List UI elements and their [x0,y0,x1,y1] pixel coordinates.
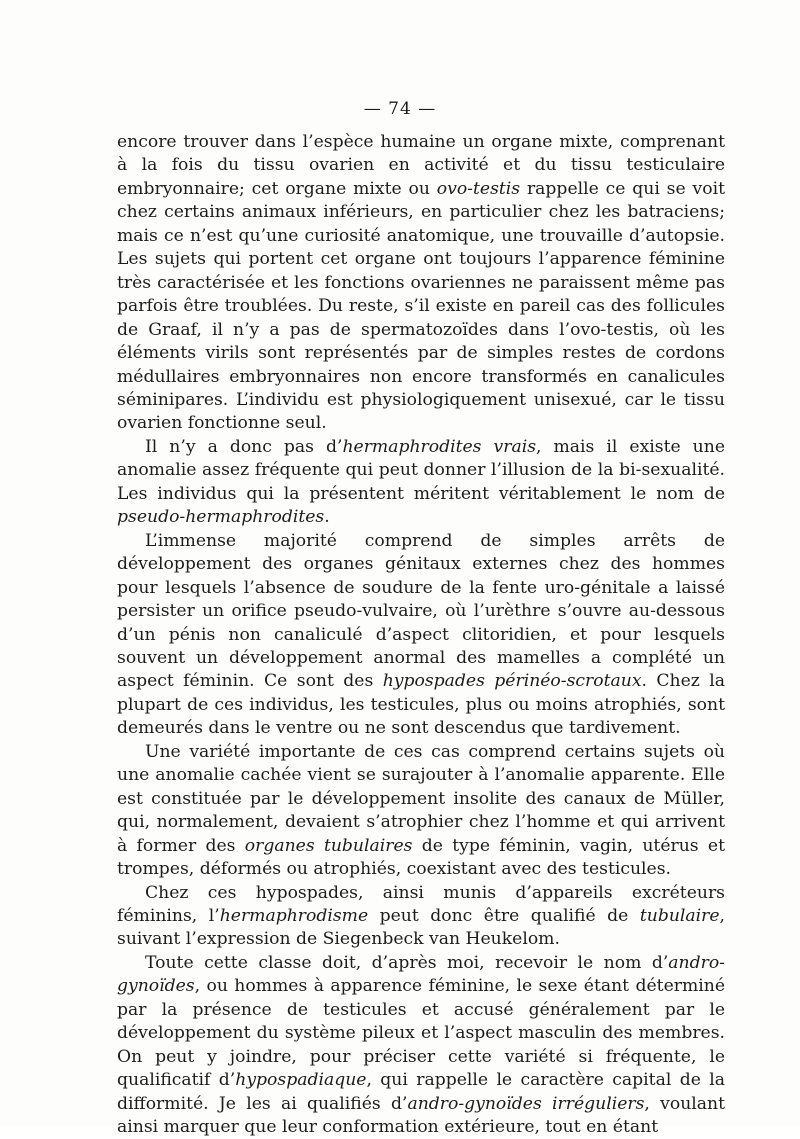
text-run: de type féminin, vagin, utérus et trompes, déformés ou atrophiés, coexistant avec des testicules. [117,835,725,880]
text-run: encore trouver dans l’espèce humaine un organe mixte, comprenant à la fois du tissu ovarien en activité et du tissu testiculaire embryonnaire; cet organe mixte ou [117,132,725,199]
italic-term: hermaphrodisme [219,905,369,926]
text-run: , mais il existe une anomalie assez fréquente qui peut donner l’illusion de la bi-sexualité. Les individus qui la présentent méritent véritablement le nom de [117,436,725,504]
text-run: , qui rappelle le caractère capital de la difformité. Je les ai qualifiés d’ [117,1070,725,1114]
paragraph [117,952,725,1139]
paragraph [117,882,725,952]
text-run: Toute cette classe doit, d’après moi, recevoir le nom d’ [145,952,669,973]
text-run: Une variété importante de ces cas comprend certains sujets où une anomalie cachée vient se surajouter à l’anomalie apparente. Elle est constituée par le développement insolite des canaux de Müller, qui, normalement, devaient s’atrophier chez l’homme et qui arrivent à former des [117,741,725,856]
italic-term: tubulaire [639,905,720,926]
text-run: , voulant ainsi marquer que leur conformation extérieure, tout en étant [117,1093,725,1138]
italic-term: hypospadiaque [235,1070,367,1091]
paragraph [117,131,725,436]
page-number: — 74 — [363,99,437,119]
italic-term: organes tubulaires [244,835,413,856]
paragraph [117,741,725,882]
italic-term: ovo-testis [436,178,521,199]
italic-term: andro-gynoïdes [117,952,725,997]
text-run: rappelle ce qui se voit chez certains animaux inférieurs, en particulier chez les batraciens; mais ce n’est qu’une curiosité anatomique, une trouvaille d’autopsie. Les sujets qui portent cet organe ont toujours l’apparence féminine très caractérisée et les fonctions ovariennes ne paraissent même pas parfois être troublées. Du reste, s’il existe en pareil cas des follicules de Graaf, il n’y a pas de spermatozoïdes dans l’ovo-testis, où les éléments virils sont représentés par de simples restes de cordons médullaires embryonnaires non encore transformés en canalicules séminipares. L’individu est physiologiquement unisexué, car le tissu ovarien fonctionne seul. [117,178,725,434]
paragraph [117,436,725,530]
text-run: Il n’y a donc pas d’ [145,436,343,457]
body-text [117,131,725,1139]
text-run: , suivant l’expression de Siegenbeck van Heukelom. [117,905,725,950]
text-run: . Chez la plupart de ces individus, les testicules, plus ou moins atrophiés, sont demeurés dans le ventre ou ne sont descendus que tardivement. [117,671,725,739]
italic-term: hermaphrodites vrais [342,436,537,457]
text-run: peut donc être qualifié de [368,905,640,926]
text-run: . [324,507,330,528]
paragraph [117,530,725,741]
italic-term: hypospades périnéo-scrotaux [382,671,642,692]
text-run: Chez ces hypospades, ainsi munis d’appareils excréteurs féminins, l’ [117,882,725,926]
text-run: L’immense majorité comprend de simples arrêts de développement des organes génitaux externes chez des hommes pour lesquels l’absence de soudure de la fente uro-génitale a laissé persister un orifice pseudo-vulvaire, où l’urèthre s’ouvre au-dessous d’un pénis non canaliculé d’aspect clitoridien, et pour lesquels souvent un développement anormal des mamelles a complété un aspect féminin. Ce sont des [117,530,725,692]
italic-term: pseudo-hermaphrodites [117,507,325,528]
text-run: , ou hommes à apparence féminine, le sexe étant déterminé par la présence de testicules et accusé généralement par le développement du système pileux et l’aspect masculin des membres. On peut y joindre, pour préciser cette variété si fréquente, le qualificatif d’ [117,976,725,1091]
italic-term: andro-gynoïdes irréguliers [407,1093,645,1114]
